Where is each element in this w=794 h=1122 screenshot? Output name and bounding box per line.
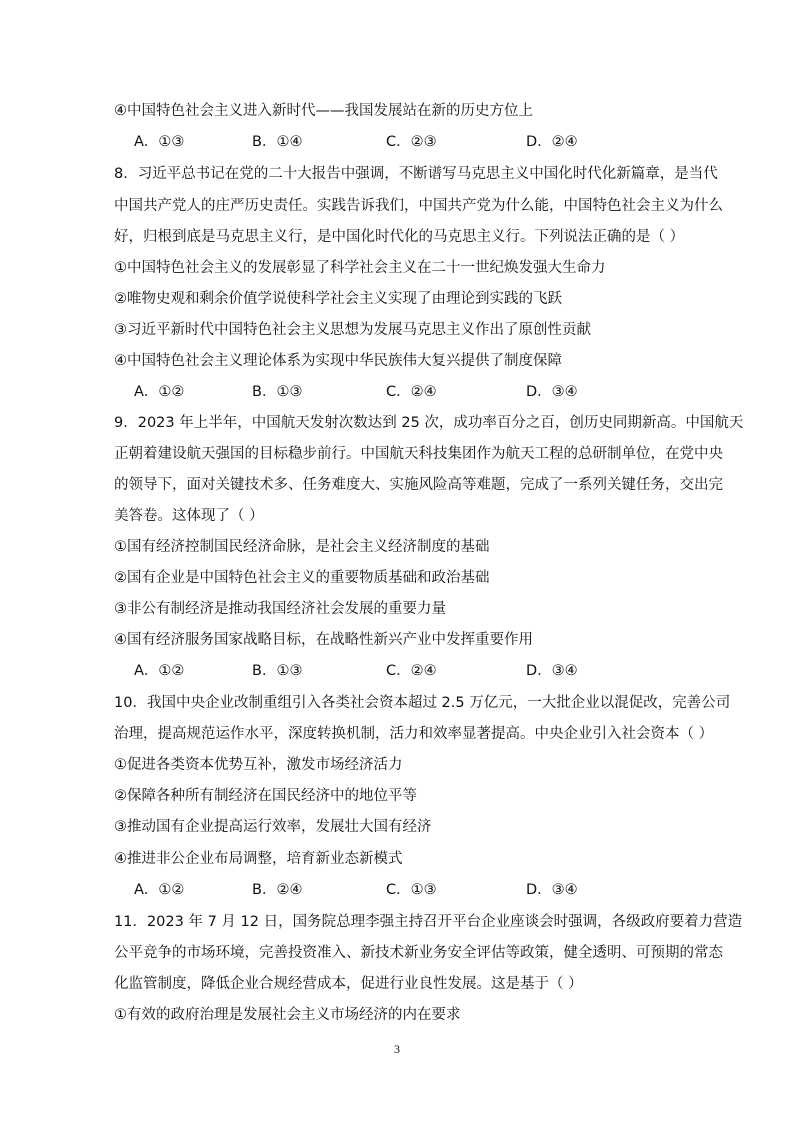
q10-item-2: ②保障各种所有制经济在国民经济中的地位平等 <box>114 788 417 804</box>
q10-option-d: D．③④ <box>526 882 578 898</box>
q9-option-b: B．①③ <box>252 663 303 679</box>
q7-item-4: ④中国特色社会主义进入新时代——我国发展站在新的历史方位上 <box>114 103 533 119</box>
q8-item-4: ④中国特色社会主义理论体系为实现中华民族伟大复兴提供了制度保障 <box>114 353 562 369</box>
q11-item-1: ①有效的政府治理是发展社会主义市场经济的内在要求 <box>114 1007 461 1023</box>
q10-item-1: ①促进各类资本优势互补，激发市场经济活力 <box>114 757 403 773</box>
q7-option-b: B．①④ <box>252 134 303 150</box>
q9-stem-line-1: 9．2023 年上半年，中国航天发射次数达到 25 次，成功率百分之百，创历史同期新高。中国航天 <box>114 415 744 431</box>
q10-stem-line-2: 治理，提高规范运作水平，深度转换机制，活力和效率显著提高。中央企业引入社会资本（ ） <box>114 726 714 742</box>
q7-option-c: C．②③ <box>386 134 437 150</box>
q10-stem-line-1: 10．我国中央企业改制重组引入各类社会资本超过 2.5 万亿元，一大批企业以混促改，完善公司 <box>114 695 731 711</box>
q8-stem-line-1: 8．习近平总书记在党的二十大报告中强调，不断谱写马克思主义中国化时代化新篇章，是当代 <box>114 166 718 182</box>
q9-item-3: ③非公有制经济是推动我国经济社会发展的重要力量 <box>114 601 446 617</box>
q8-stem-line-3: 好，归根到底是马克思主义行，是中国化时代化的马克思主义行。下列说法正确的是（ ） <box>114 229 685 245</box>
q7-option-d: D．②④ <box>526 134 578 150</box>
q9-stem-line-2: 正朝着建设航天强国的目标稳步前行。中国航天科技集团作为航天工程的总研制单位，在党中央 <box>114 446 723 462</box>
q10-item-3: ③推动国有企业提高运行效率，发展壮大国有经济 <box>114 819 432 835</box>
q10-option-b: B．②④ <box>252 882 303 898</box>
q9-item-2: ②国有企业是中国特色社会主义的重要物质基础和政治基础 <box>114 570 490 586</box>
q11-stem-line-1: 11．2023 年 7 月 12 日，国务院总理李强主持召开平台企业座谈会时强调，各级政府要着力营造 <box>114 914 743 930</box>
q10-option-a: A．①② <box>134 882 185 898</box>
q11-stem-line-3: 化监管制度，降低企业合规经营成本，促进行业良性发展。这是基于（ ） <box>114 976 583 992</box>
q8-option-c: C．②④ <box>386 384 437 400</box>
q8-option-b: B．①③ <box>252 384 303 400</box>
q7-option-a: A．①③ <box>134 134 185 150</box>
q10-option-c: C．①③ <box>386 882 437 898</box>
q9-option-d: D．③④ <box>526 663 578 679</box>
q8-item-1: ①中国特色社会主义的发展彰显了科学社会主义在二十一世纪焕发强大生命力 <box>114 260 606 276</box>
page-number: 3 <box>394 1042 400 1056</box>
q8-stem-line-2: 中国共产党人的庄严历史责任。实践告诉我们，中国共产党为什么能，中国特色社会主义为什么 <box>114 198 723 214</box>
q8-item-3: ③习近平新时代中国特色社会主义思想为发展马克思主义作出了原创性贡献 <box>114 322 591 338</box>
q8-option-d: D．③④ <box>526 384 578 400</box>
q8-item-2: ②唯物史观和剩余价值学说使科学社会主义实现了由理论到实践的飞跃 <box>114 291 562 307</box>
q11-stem-line-2: 公平竞争的市场环境，完善投资准入、新技术新业务安全评估等政策，健全透明、可预期的常态 <box>114 945 723 961</box>
q9-item-1: ①国有经济控制国民经济命脉，是社会主义经济制度的基础 <box>114 539 490 555</box>
q9-item-4: ④国有经济服务国家战略目标，在战略性新兴产业中发挥重要作用 <box>114 632 533 648</box>
q8-option-a: A．①② <box>134 384 185 400</box>
q9-stem-line-4: 美答卷。这体现了（ ） <box>114 508 264 524</box>
q10-item-4: ④推进非公企业布局调整，培育新业态新模式 <box>114 851 403 867</box>
q9-option-a: A．①② <box>134 663 185 679</box>
q9-stem-line-3: 的领导下，面对关键技术多、任务难度大、实施风险高等难题，完成了一系列关键任务，交出完 <box>114 477 723 493</box>
q9-option-c: C．②④ <box>386 663 437 679</box>
